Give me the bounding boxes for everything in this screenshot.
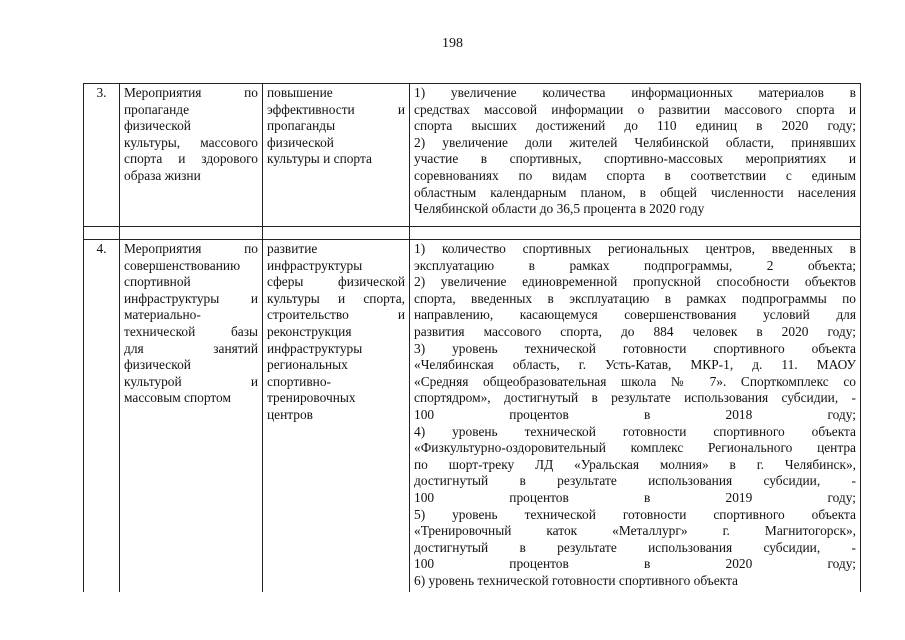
- text-line: строительство и: [267, 307, 405, 323]
- text-line: 4) уровень технической готовности спортивного объекта: [414, 423, 856, 439]
- text-line: культуры и спорта: [267, 151, 372, 167]
- text-line: спортивно-: [267, 373, 331, 389]
- table-row: [84, 84, 861, 227]
- text-line: эксплуатацию в рамках подпрограммы, 2 объекта;: [414, 257, 856, 273]
- text-line: участие в спортивных, спортивно-массовых мероприятиях и: [414, 151, 856, 167]
- page-number: 198: [442, 36, 463, 51]
- text-line: массовым спортом: [124, 390, 231, 406]
- text-line: областным календарным планом, в общей численности населения: [414, 184, 856, 200]
- text-line: повышение: [267, 85, 333, 100]
- text-line: «Средняя общеобразовательная школа № 7». Спорткомплекс со: [414, 373, 856, 389]
- table-body: [84, 84, 861, 593]
- text-line: 1) количество спортивных региональных центров, введенных в: [414, 241, 856, 256]
- text-line: Мероприятия по: [124, 241, 258, 256]
- text-line: спорта и здорового: [124, 151, 258, 167]
- text-line: физической: [124, 118, 191, 134]
- text-line: 100 процентов в 2020 году;: [414, 556, 856, 572]
- text-line: сферы физической: [267, 274, 405, 290]
- text-line: направлению, касающемуся совершенствования условий для: [414, 307, 856, 323]
- text-line: инфраструктуры: [267, 340, 363, 356]
- text-line: пропаганды: [267, 118, 336, 134]
- text-line: Челябинской области до 36,5 процента в 2020 году: [414, 201, 705, 217]
- text-line: 3) уровень технической готовности спортивного объекта: [414, 340, 856, 356]
- row-gap: [84, 227, 861, 240]
- text-line: достигнутый в результате использования субсидии, -: [414, 539, 856, 555]
- text-line: культуры, массового: [124, 134, 258, 150]
- text-line: по шорт-треку ЛД «Уральская молния» в г. Челябинск»,: [414, 456, 856, 472]
- text-line: региональных: [267, 357, 348, 373]
- text-line: развития массового спорта, до 884 человек в 2020 году;: [414, 323, 856, 339]
- results-cell: [410, 240, 861, 593]
- text-line: реконструкция: [267, 323, 352, 339]
- goal-cell: [263, 240, 410, 593]
- text-line: спортивной: [124, 274, 191, 290]
- text-line: 2) увеличение единовременной пропускной способности объектов: [414, 274, 856, 290]
- text-line: 6) уровень технической готовности спортивного объекта: [414, 572, 738, 588]
- text-line: тренировочных: [267, 390, 356, 406]
- text-line: центров: [267, 406, 314, 422]
- text-line: развитие: [267, 241, 318, 256]
- text-line: пропаганде: [124, 101, 190, 117]
- text-line: «Челябинская область, г. Усть-Катав, МКР-1, д. 11. МАОУ: [414, 357, 856, 373]
- text-line: Мероприятия по: [124, 85, 258, 100]
- text-line: совершенствованию: [124, 257, 241, 273]
- text-line: 100 процентов в 2018 году;: [414, 406, 856, 422]
- text-line: «Физкультурно-оздоровительный комплекс Регионального центра: [414, 440, 856, 456]
- text-line: спорта, введенных в эксплуатацию в рамках подпрограммы по: [414, 290, 856, 306]
- text-line: 100 процентов в 2019 году;: [414, 489, 856, 505]
- text-line: средствах массовой информации о развитии массового спорта и: [414, 101, 856, 117]
- text-line: инфраструктуры: [267, 257, 363, 273]
- program-table: [83, 83, 861, 592]
- text-line: эффективности и: [267, 101, 405, 117]
- text-line: материально-: [124, 307, 201, 323]
- text-line: 5) уровень технической готовности спортивного объекта: [414, 506, 856, 522]
- text-line: физической: [124, 357, 191, 373]
- text-line: соревнованиях по видам спорта в соответствии с единым: [414, 167, 856, 183]
- event-cell: [120, 84, 263, 227]
- text-line: образа жизни: [124, 167, 201, 183]
- text-line: спортядром», достигнутый в результате использования субсидии, -: [414, 390, 856, 406]
- goal-cell: [263, 84, 410, 227]
- text-line: технической базы: [124, 323, 258, 339]
- text-line: спорта высших достижений до 110 единиц в 2020 году;: [414, 118, 856, 134]
- text-line: культурой и: [124, 373, 258, 389]
- row-number: 3.: [84, 84, 120, 227]
- text-line: для занятий: [124, 340, 258, 356]
- table-row: [84, 240, 861, 593]
- text-line: инфраструктуры и: [124, 290, 258, 306]
- text-line: достигнутый в результате использования субсидии, -: [414, 473, 856, 489]
- results-cell: [410, 84, 861, 227]
- text-line: культуры и спорта,: [267, 290, 405, 306]
- text-line: «Тренировочный каток «Металлург» г. Магнитогорск»,: [414, 523, 856, 539]
- event-cell: [120, 240, 263, 593]
- text-line: 2) увеличение доли жителей Челябинской области, принявших: [414, 134, 856, 150]
- row-number: 4.: [84, 240, 120, 593]
- text-line: физической: [267, 134, 334, 150]
- text-line: 1) увеличение количества информационных материалов в: [414, 85, 856, 100]
